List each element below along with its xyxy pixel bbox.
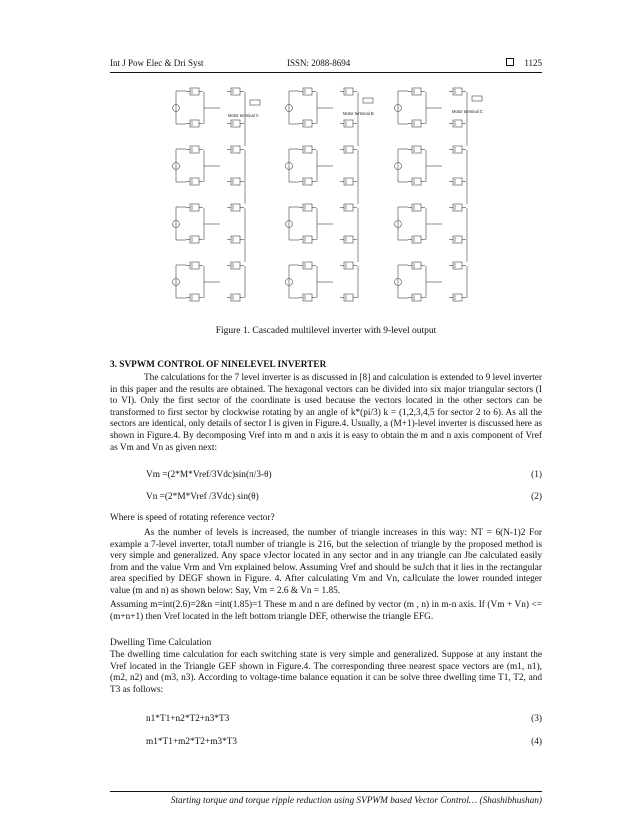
equation-3-number: (3) xyxy=(531,714,542,724)
igbt-switch xyxy=(190,294,199,301)
equation-3-text: n1*T1+n2*T2+n3*T3 xyxy=(146,714,230,724)
igbt-switch xyxy=(344,294,353,301)
paragraph-5: The dwelling time calculation for each switching state is very simple and generalized. Suppose at any instant the Vref located in the Triangle GEF shown in Figure.4. The corresponding three nearest space vectors are (m1, n1), (m2, n2) and (m3, n3). According to voltage-time balance equation it can be solve three dwelling time T1, T2, and T3 as follows: xyxy=(110,650,542,695)
equation-4 xyxy=(146,737,542,747)
igbt-switch xyxy=(190,120,199,127)
igbt-switch xyxy=(303,178,312,185)
equation-2-number: (2) xyxy=(531,492,542,502)
igbt-switch xyxy=(303,146,312,153)
paragraph-4: Assuming m=int(2.6)=2&n =int(1.85)=1 These m and n are defined by vector (m , n) in m-n axis. If (Vm + Vn) <= (m+n+1) then Vref located in the left bottom triangle DEF, otherwise the triangle EFG. xyxy=(110,600,542,622)
igbt-switch xyxy=(303,236,312,243)
igbt-switch xyxy=(453,88,462,95)
igbt-switch xyxy=(412,262,421,269)
motor-terminal-c-label: Motor terminal C xyxy=(452,109,483,114)
subheading-dwelling-time: Dwelling Time Calculation xyxy=(110,638,212,648)
equation-4-text: m1*T1+m2*T2+m3*T3 xyxy=(146,737,238,747)
igbt-switch xyxy=(190,236,199,243)
igbt-switch xyxy=(412,178,421,185)
igbt-switch xyxy=(344,262,353,269)
paragraph-3: As the number of levels is increased, the number of triangle increases in this way: NT = 6(N-1)2 For example a 7-level inverter, totaJl number of triangle is 216, but the selection of triangle by the proposed method is very simple and generalized. Any space vJector located in any sector and in any triangle can Jbe calculated easily from and the value Vrm and Vrn explained below. Assuming Vref and should be suJch that it lies in the rectangular area specified by DEGF shown in Figure. 4. After calculating Vm and Vn, caJlculate the lower rounded integer value (m and n) as shown below: Say, Vm = 2.6 & Vn = 1.85. xyxy=(110,528,542,596)
igbt-switch xyxy=(231,88,240,95)
paragraph-2: Where is speed of rotating reference vector? xyxy=(110,513,275,523)
igbt-switch xyxy=(190,262,199,269)
equation-1-text: Vm =(2*M*Vref/3Vdc)sin(π/3-θ) xyxy=(146,470,272,480)
igbt-switch xyxy=(231,236,240,243)
igbt-switch xyxy=(412,204,421,211)
equation-1 xyxy=(146,470,542,480)
igbt-switch xyxy=(412,236,421,243)
igbt-switch xyxy=(412,146,421,153)
figure-caption: Figure 1. Cascaded multilevel inverter with 9-level output xyxy=(215,326,437,336)
igbt-switch xyxy=(344,178,353,185)
equation-2-text: Vn =(2*M*Vref /3Vdc) sin(θ) xyxy=(146,492,259,502)
igbt-switch xyxy=(231,294,240,301)
igbt-switch xyxy=(453,262,462,269)
motor-terminal-a-label: Motor terminal A xyxy=(228,113,259,118)
equation-4-number: (4) xyxy=(531,737,542,747)
igbt-switch xyxy=(303,120,312,127)
igbt-switch xyxy=(453,178,462,185)
igbt-switch xyxy=(453,204,462,211)
igbt-switch xyxy=(303,204,312,211)
page-number-block xyxy=(506,58,542,68)
igbt-switch xyxy=(190,88,199,95)
igbt-switch xyxy=(412,88,421,95)
header-rule xyxy=(110,72,542,73)
igbt-switch xyxy=(231,262,240,269)
igbt-switch xyxy=(190,146,199,153)
paragraph-1: The calculations for the 7 level inverter is as discussed in [8] and calculation is extended to 9 level inverter in this paper and the results are obtained. The hexagonal vectors can be divided into six major triangular sectors (I to VI). Only the first sector of the coordinate is used because the vectors located in the other sectors can be transformed to first sector by clockwise rotating by an angle of k*(pi/3) k = (1,2,3,4,5 for sector 2 to 6). As all the sectors are identical, only details of sector I is given in Figure.4. Usually, a (M+1)-level inverter is discussed here as shown in Figure.4. By decomposing Vref into m and n axis it is easy to obtain the m and n axis component of Vref as Vm and Vn as given next: xyxy=(110,373,542,453)
motor-terminal-box xyxy=(250,100,260,105)
igbt-switch xyxy=(344,236,353,243)
igbt-switch xyxy=(344,146,353,153)
running-header xyxy=(110,58,542,72)
igbt-switch xyxy=(344,120,353,127)
igbt-switch xyxy=(344,88,353,95)
section-heading: 3. SVPWM CONTROL OF NINELEVEL INVERTER xyxy=(110,360,327,370)
motor-terminal-box xyxy=(363,98,373,103)
motor-terminal-box xyxy=(472,96,482,101)
square-bullet-icon xyxy=(506,58,514,66)
page-number: 1125 xyxy=(524,58,542,68)
igbt-switch xyxy=(453,146,462,153)
issn: ISSN: 2088-8694 xyxy=(287,58,351,68)
igbt-switch xyxy=(231,146,240,153)
igbt-switch xyxy=(303,294,312,301)
igbt-switch xyxy=(190,204,199,211)
equation-1-number: (1) xyxy=(531,470,542,480)
equation-3 xyxy=(146,714,542,724)
igbt-switch xyxy=(303,88,312,95)
journal-name: Int J Pow Elec & Dri Syst xyxy=(110,58,204,68)
igbt-switch xyxy=(412,294,421,301)
igbt-switch xyxy=(231,120,240,127)
igbt-switch xyxy=(231,204,240,211)
igbt-switch xyxy=(453,120,462,127)
motor-terminal-b-label: Motor terminal B xyxy=(343,111,374,116)
equation-2 xyxy=(146,492,542,502)
igbt-switch xyxy=(344,204,353,211)
igbt-switch xyxy=(231,178,240,185)
igbt-switch xyxy=(453,294,462,301)
igbt-switch xyxy=(303,262,312,269)
footer-rule xyxy=(110,791,542,792)
igbt-switch xyxy=(412,120,421,127)
running-footer: Starting torque and torque ripple reduction using SVPWM based Vector Control… (Shashibhushan) xyxy=(170,796,542,806)
cascaded-inverter-figure xyxy=(160,80,500,312)
igbt-switch xyxy=(453,236,462,243)
igbt-switch xyxy=(190,178,199,185)
